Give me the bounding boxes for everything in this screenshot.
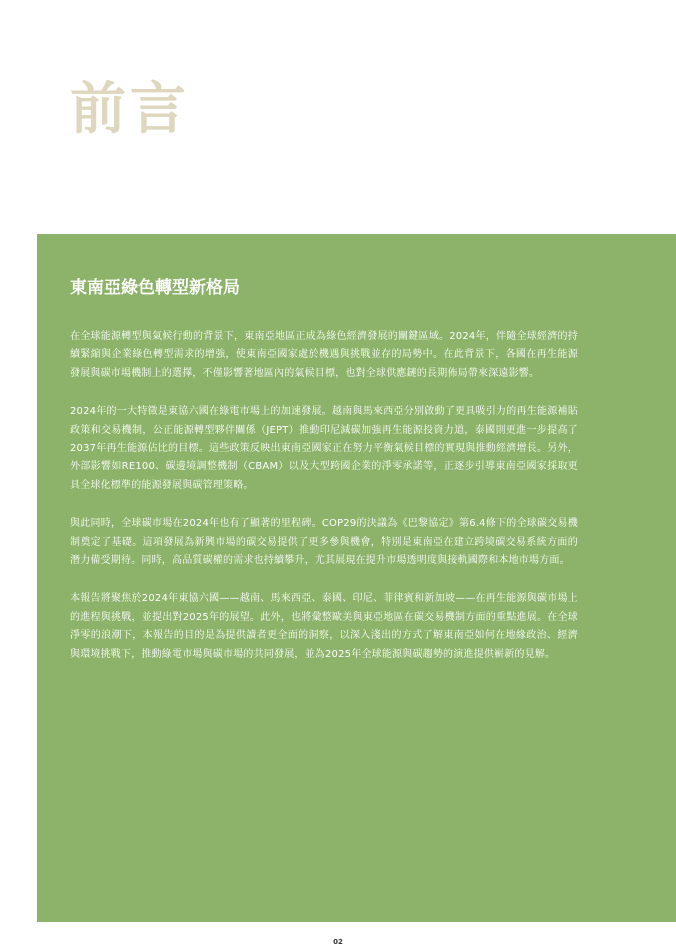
paragraph-1: 在全球能源轉型與氣候行動的背景下，東南亞地區正成為綠色經濟發展的關鍵區域。2024年，伴隨全球經濟的持續緊縮與企業綠色轉型需求的增強，使東南亞國家處於機遇與挑戰並存的局勢中。在此背景下，各國在再生能源發展與碳市場機制上的選擇，不僅影響著地區內的氣候目標，也對全球供應鏈的長期佈局帶來深遠影響。 xyxy=(70,331,578,379)
page-number: 02 xyxy=(333,938,343,946)
paragraph-2: 2024年的一大特徵是東協六國在綠電市場上的加速發展。越南與馬來西亞分別啟動了更具吸引力的再生能源補貼政策和交易機制，公正能源轉型夥伴關係（JEPT）推動印尼減碳加強再生能源投資力道，泰國則更進一步提高了2037年再生能源佔比的目標。這些政策反映出東南亞國家正在努力平衡氣候目標的實現與推動經濟增長。另外，外部影響如RE100、碳邊境調整機制（CBAM）以及大型跨國企業的淨零承諾等，正逐步引導東南亞國家採取更具全球化標準的能源發展與碳管理策略。 xyxy=(70,406,578,491)
page-heading: 前言 xyxy=(70,77,190,142)
section-title: 東南亞綠色轉型新格局 xyxy=(70,278,240,298)
paragraph-4: 本報告將聚焦於2024年東協六國——越南、馬來西亞、泰國、印尼、菲律賓和新加坡——在再生能源與碳市場上的進程與挑戰，並提出對2025年的展望。此外，也將彙整歐美與東亞地區在碳交易機制方面的重點進展。在全球淨零的浪潮下，本報告的目的是為提供讀者更全面的洞察，以深入淺出的方式了解東南亞如何在地緣政治、經濟與環境挑戰下，推動綠電市場與碳市場的共同發展，並為2025年全球能源與碳趨勢的演進提供嶄新的見解。 xyxy=(70,593,578,660)
body-text xyxy=(70,328,578,684)
content-panel xyxy=(37,234,676,922)
paragraph-3: 與此同時，全球碳市場在2024年也有了顯著的里程碑。COP29的決議為《巴黎協定》第6.4條下的全球碳交易機制奠定了基礎。這項發展為新興市場的碳交易提供了更多參與機會，特別是東南亞在建立跨境碳交易系統方面的潛力備受期待。同時，高品質碳權的需求也持續攀升，尤其展現在提升市場透明度與接軌國際和本地市場方面。 xyxy=(70,518,578,567)
